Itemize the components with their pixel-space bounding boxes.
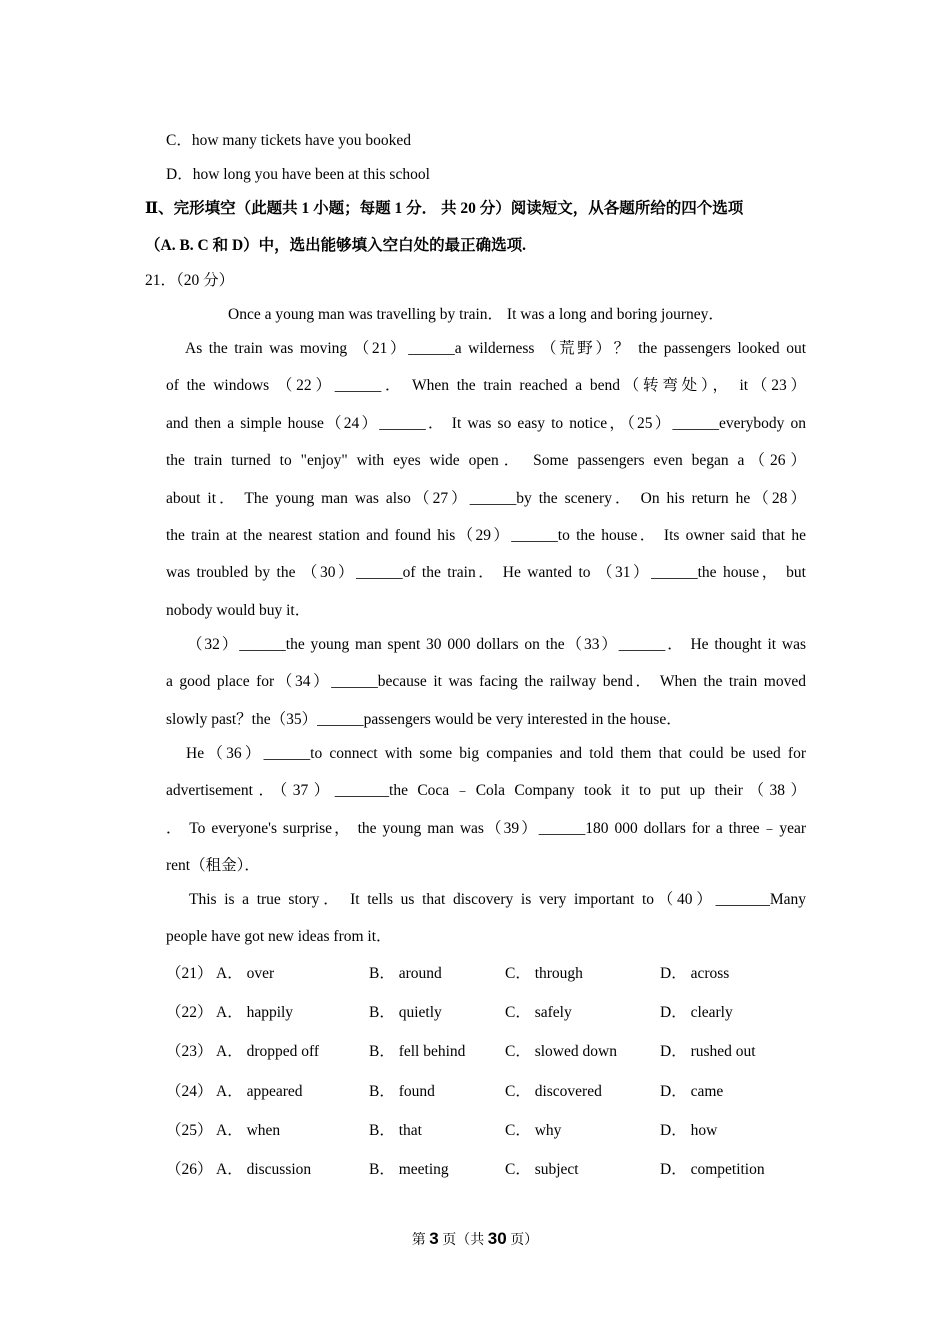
prev-option-d: D．how long you have been at this school <box>166 166 430 183</box>
section-heading-line1: Ⅱ、完形填空（此题共 1 小题；每题 1 分． 共 20 分）阅读短文，从各题所给的四个选项 <box>145 200 744 217</box>
option-d: D． competition <box>660 1161 765 1178</box>
option-b: B． meeting <box>369 1161 449 1178</box>
option-a: A． appeared <box>216 1083 303 1100</box>
option-number: （25） <box>166 1122 213 1139</box>
option-a: A． discussion <box>216 1161 312 1178</box>
passage-line: advertisement．（37）_______the Coca﹣Cola Company took it to put up their（38） <box>166 782 806 799</box>
option-number: （24） <box>166 1083 213 1100</box>
option-a: A． over <box>216 965 275 982</box>
option-c: C． subject <box>505 1161 579 1178</box>
option-c: C． discovered <box>505 1083 602 1100</box>
option-number: （21） <box>166 965 213 982</box>
passage-line: a good place for（34）______because it was facing the railway bend． When the train moved <box>166 673 806 690</box>
passage-line: was troubled by the （30）______of the train． He wanted to （31）______the house， but <box>166 564 806 581</box>
footer-middle: 页（共 <box>442 1233 485 1248</box>
passage-line: people have got new ideas from it． <box>166 928 392 945</box>
passage-line: ． To everyone's surprise， the young man was（39）______180 000 dollars for a three﹣year <box>166 820 806 837</box>
option-number: （22） <box>166 1004 213 1021</box>
option-a: A． dropped off <box>216 1043 320 1060</box>
option-b: B． fell behind <box>369 1043 466 1060</box>
passage-line: slowly past？the（35）______passengers would be very interested in the house． <box>166 711 682 728</box>
question-number: 21．（20 分） <box>145 272 235 289</box>
passage-line: the train turned to "enjoy" with eyes wide open． Some passengers even began a（26） <box>166 452 806 469</box>
option-b: B． found <box>369 1083 435 1100</box>
option-b: B． that <box>369 1122 422 1139</box>
section-heading-line2: （A. B. C 和 D）中，选出能够填入空白处的最正确选项. <box>145 237 527 254</box>
option-d: D． across <box>660 965 730 982</box>
footer-suffix: 页） <box>510 1233 539 1248</box>
option-c: C． slowed down <box>505 1043 617 1060</box>
passage-line: and then a simple house（24）______． It was so easy to notice，（25）______everybody on <box>166 415 806 432</box>
passage-line: （32）______the young man spent 30 000 dollars on the（33）______． He thought it was <box>187 636 806 653</box>
passage-line: Once a young man was travelling by train． It was a long and boring journey． <box>228 306 724 323</box>
page-total: 30 <box>487 1229 507 1248</box>
option-d: D． came <box>660 1083 724 1100</box>
passage-line: nobody would buy it． <box>166 602 311 619</box>
prev-option-c: C．how many tickets have you booked <box>166 132 411 149</box>
page-number: 3 <box>429 1229 439 1248</box>
passage-line: the train at the nearest station and found his（29）______to the house． Its owner said that he <box>166 527 806 544</box>
passage-line: He（36）______to connect with some big companies and told them that could be used for <box>186 745 806 762</box>
option-d: D． rushed out <box>660 1043 756 1060</box>
option-d: D． how <box>660 1122 718 1139</box>
footer-prefix: 第 <box>411 1233 426 1248</box>
option-d: D． clearly <box>660 1004 733 1021</box>
option-b: B． quietly <box>369 1004 442 1021</box>
option-a: A． happily <box>216 1004 294 1021</box>
option-c: C． through <box>505 965 583 982</box>
option-a: A． when <box>216 1122 281 1139</box>
passage-line: about it． The young man was also（27）______by the scenery． On his return he（28） <box>166 490 806 507</box>
option-number: （26） <box>166 1161 213 1178</box>
option-c: C． safely <box>505 1004 572 1021</box>
passage-line: As the train was moving （21）______a wilderness （荒野）？ the passengers looked out <box>185 340 806 357</box>
passage-line: rent（租金）． <box>166 857 260 874</box>
option-c: C． why <box>505 1122 562 1139</box>
passage-line: This is a true story． It tells us that discovery is very important to（40）_______Many <box>189 891 806 908</box>
option-b: B． around <box>369 965 442 982</box>
passage-line: of the windows （22）______． When the train reached a bend（转弯处）， it（23） <box>166 377 806 394</box>
option-number: （23） <box>166 1043 213 1060</box>
page-footer <box>0 1229 950 1249</box>
